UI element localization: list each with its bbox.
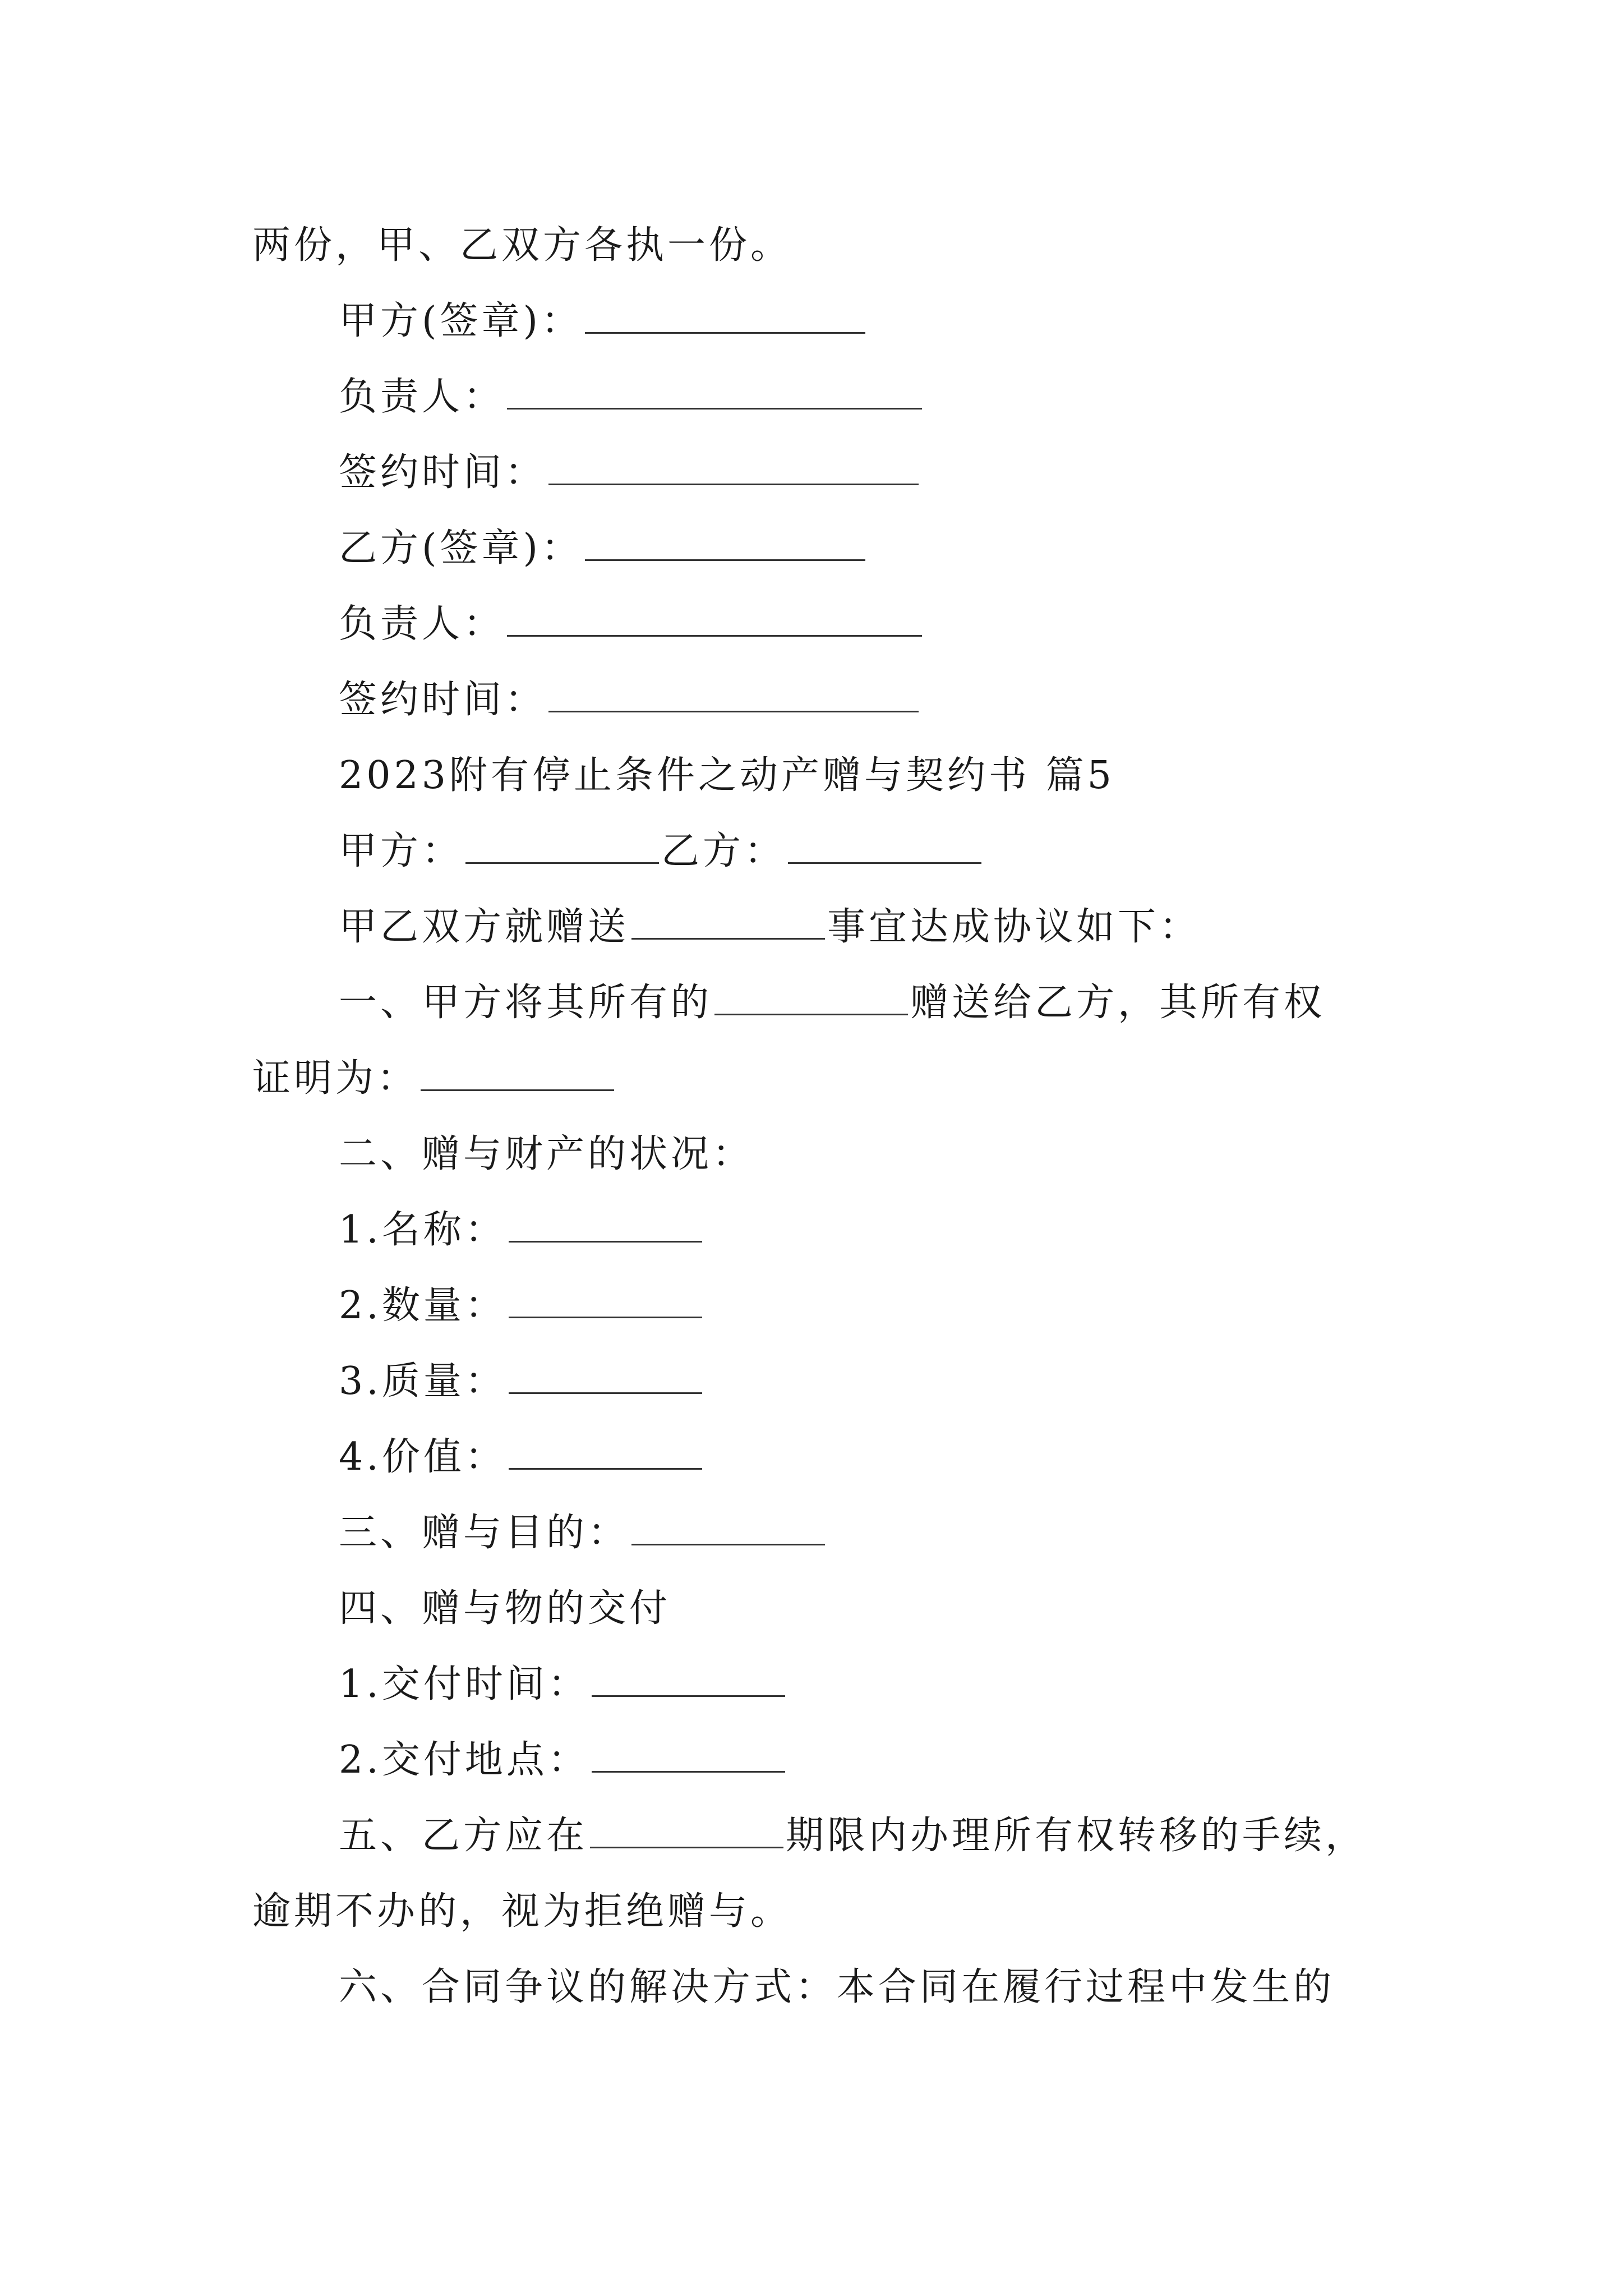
- clause-3-line: [339, 1505, 827, 1561]
- line-text: 五、乙方应在: [339, 1814, 588, 1858]
- parties-line: [339, 823, 984, 880]
- delivery-time-line: [339, 1657, 787, 1713]
- clause-2-line: [339, 1126, 754, 1182]
- item-quality-line: [339, 1354, 704, 1410]
- line-text: 二、赠与财产的状况：: [339, 1132, 754, 1176]
- section-heading: [339, 748, 1115, 804]
- party-b-seal-blank[interactable]: [585, 522, 865, 561]
- party-a-manager-blank[interactable]: [507, 371, 922, 409]
- heading-text: 2023附有停止条件之动产赠与契约书 篇5: [339, 753, 1115, 798]
- line-label: 1.交付时间：: [339, 1662, 589, 1706]
- line-text: 事宜达成协议如下：: [827, 905, 1201, 949]
- item-name-blank[interactable]: [509, 1204, 702, 1243]
- delivery-place-line: [339, 1732, 787, 1788]
- text-line-copies: [252, 218, 792, 274]
- line-text: 六、合同争议的解决方式：本合同在履行过程中发生的: [339, 1965, 1335, 2009]
- line-label: 甲方(签章)：: [339, 299, 583, 343]
- item-value-line: [339, 1429, 704, 1485]
- line-label: 签约时间：: [339, 450, 547, 495]
- line-text: 期限内办理所有权转移的手续，: [786, 1814, 1367, 1858]
- line-label: 2.交付地点：: [339, 1738, 589, 1782]
- line-label: 乙方(签章)：: [339, 526, 583, 570]
- party-b-manager-blank[interactable]: [507, 598, 922, 637]
- line-label: 三、赠与目的：: [339, 1511, 630, 1555]
- transfer-deadline-blank[interactable]: [590, 1810, 783, 1848]
- owned-item-blank[interactable]: [714, 977, 908, 1015]
- clause-6-line: [339, 1959, 1335, 2016]
- line-label: 4.价值：: [339, 1435, 506, 1479]
- line-label: 2.数量：: [339, 1283, 506, 1328]
- gift-item-blank[interactable]: [631, 901, 825, 940]
- line-label: 乙方：: [661, 829, 786, 873]
- delivery-time-blank[interactable]: [592, 1658, 785, 1697]
- clause-5-cont-line: [252, 1884, 792, 1940]
- line-text: 四、赠与物的交付: [339, 1586, 671, 1631]
- party-b-name-blank[interactable]: [788, 825, 981, 864]
- party-a-date-blank[interactable]: [548, 447, 919, 485]
- party-b-manager-line: [339, 596, 924, 652]
- clause-1-line: [339, 975, 1325, 1031]
- item-name-line: [339, 1202, 704, 1258]
- line-label: 1.名称：: [339, 1208, 506, 1252]
- item-quantity-blank[interactable]: [509, 1280, 702, 1318]
- item-quality-blank[interactable]: [509, 1355, 702, 1394]
- ownership-proof-blank[interactable]: [421, 1052, 614, 1091]
- clause-4-line: [339, 1581, 671, 1637]
- party-a-date-line: [339, 445, 921, 501]
- clause-5-line: [339, 1808, 1367, 1864]
- line-text: 赠送给乙方，其所有权: [910, 981, 1326, 1025]
- line-label: 负责人：: [339, 375, 505, 419]
- line-label: 甲方：: [339, 829, 464, 873]
- gift-purpose-blank[interactable]: [631, 1507, 825, 1545]
- line-text: 一、甲方将其所有的: [339, 981, 713, 1025]
- party-a-seal-blank[interactable]: [585, 295, 865, 334]
- agreement-intro-line: [339, 899, 1201, 955]
- line-label: 签约时间：: [339, 678, 547, 722]
- item-value-blank[interactable]: [509, 1431, 702, 1470]
- party-a-manager-line: [339, 369, 924, 425]
- line-text: 两份，甲、乙双方各执一份。: [252, 223, 792, 268]
- party-b-date-blank[interactable]: [548, 674, 919, 712]
- line-label: 3.质量：: [339, 1359, 506, 1404]
- party-b-seal-line: [339, 521, 868, 577]
- line-text: 逾期不办的，视为拒绝赠与。: [252, 1889, 792, 1934]
- delivery-place-blank[interactable]: [592, 1734, 785, 1773]
- line-label: 负责人：: [339, 602, 505, 646]
- party-a-seal-line: [339, 293, 868, 349]
- line-label: 证明为：: [252, 1056, 419, 1101]
- party-b-date-line: [339, 672, 921, 728]
- party-a-name-blank[interactable]: [465, 825, 659, 864]
- item-quantity-line: [339, 1278, 704, 1334]
- clause-1-cont-line: [252, 1051, 616, 1107]
- line-text: 甲乙双方就赠送: [339, 905, 630, 949]
